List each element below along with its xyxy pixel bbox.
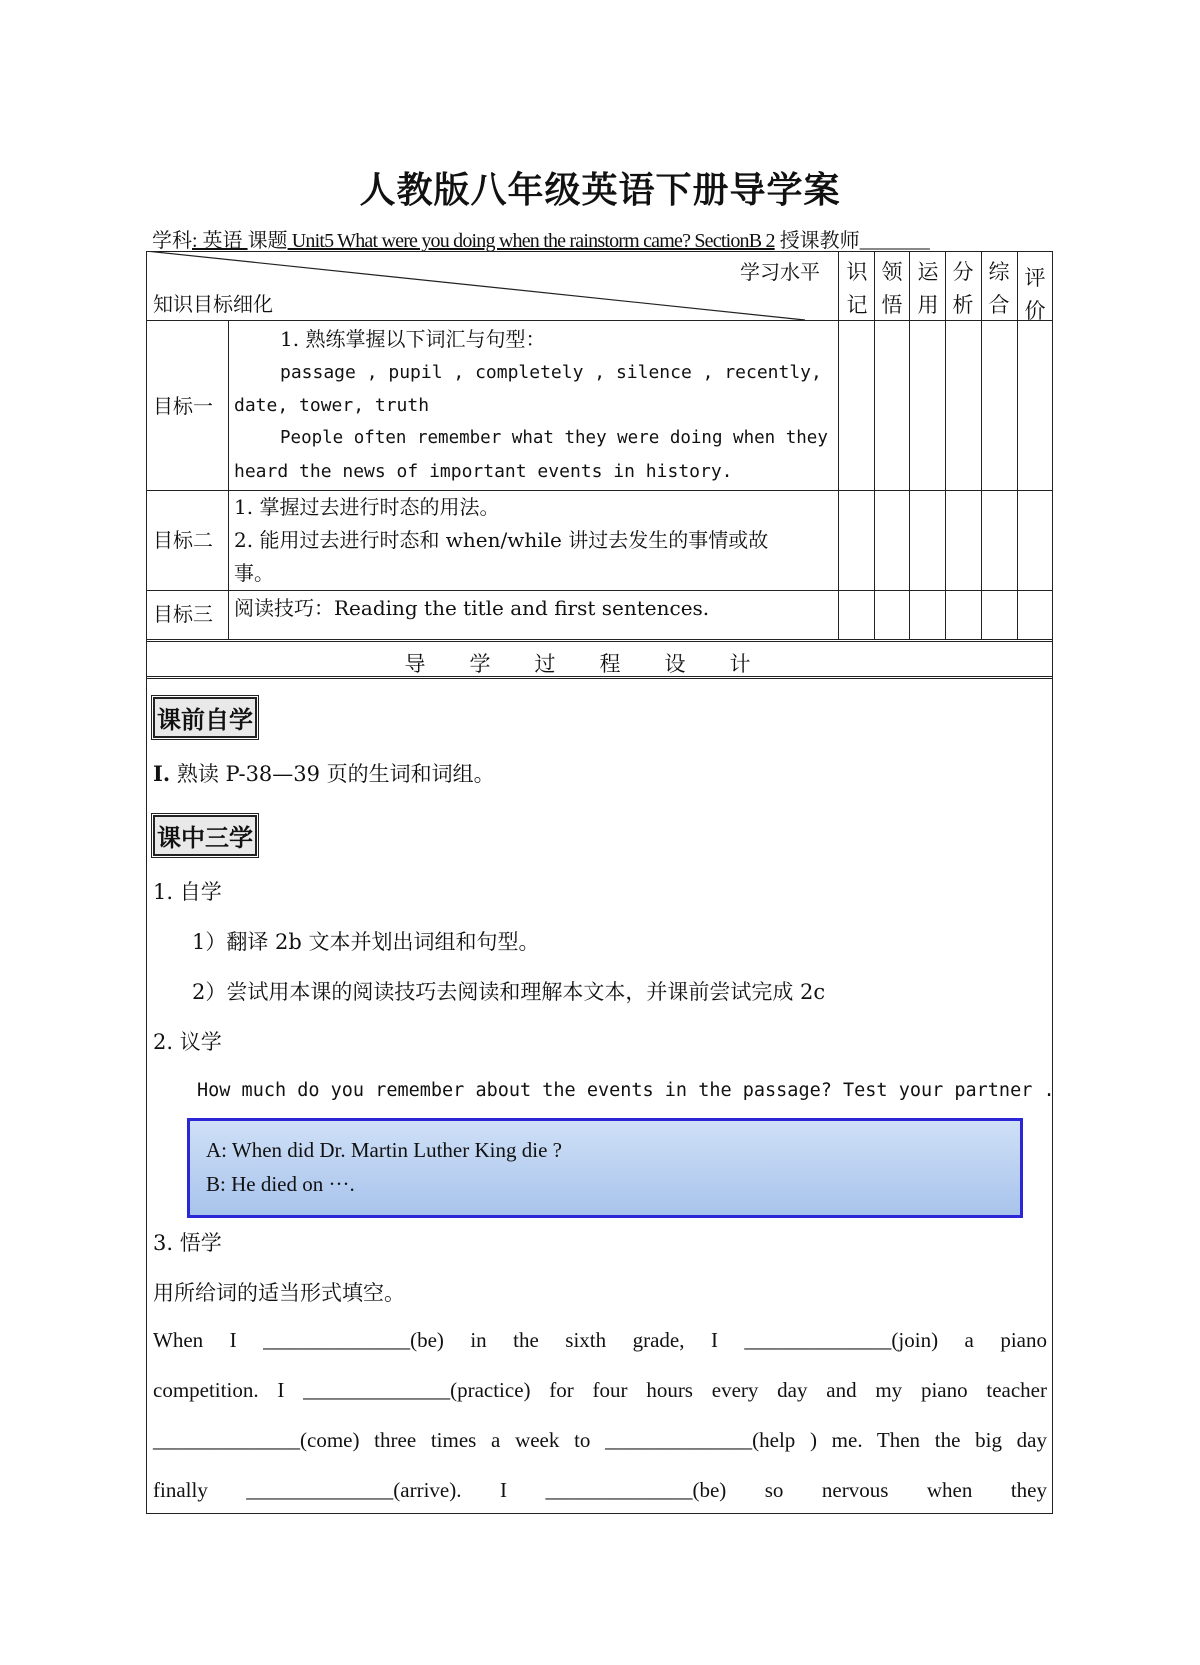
goal-label: 目标三	[153, 602, 213, 626]
level-apply: 运 用	[917, 260, 939, 317]
goal-content: 1. 熟练掌握以下词汇与句型： passage , pupil , completely , silence , recently, date, tower, truth People often remember what they were doing when they heard the news of important events in history.	[234, 327, 828, 482]
level-recall: 识 记	[846, 260, 868, 317]
discuss-heading: 2. 议学	[153, 1030, 222, 1054]
instruction-text: 用所给词的适当形式填空。	[153, 1281, 405, 1305]
section-heading-pre-study: 课前自学	[153, 697, 257, 738]
fill-blank-line: When I ______________(be) in the sixth grade, I ______________(join) a piano	[153, 1328, 1047, 1352]
pre-study-item: I. 熟读 P-38—39 页的生词和词组。	[153, 761, 495, 786]
goal-content: 阅读技巧：Reading the title and first sentences.	[234, 596, 710, 620]
level-comprehend: 领 悟	[881, 260, 903, 317]
col-divider	[909, 251, 910, 640]
dialog-box	[187, 1118, 1023, 1218]
row-divider	[146, 590, 1053, 591]
col-divider	[228, 320, 229, 640]
dialog-line: B: He died on ···.	[206, 1172, 355, 1196]
teacher-blank: _______	[859, 230, 930, 252]
self-study-item: 1）翻译 2b 文本并划出词组和句型。	[192, 930, 540, 954]
discuss-prompt: How much do you remember about the events in the passage? Test your partner .	[197, 1080, 1055, 1101]
self-study-item: 2）尝试用本课的阅读技巧去阅读和理解本文本，并课前尝试完成 2c	[192, 980, 826, 1004]
process-title: 导学过程设计	[404, 652, 795, 676]
page-title: 人教版八年级英语下册导学案	[359, 169, 841, 211]
understand-heading: 3. 悟学	[153, 1231, 222, 1255]
goal-label: 目标二	[153, 528, 213, 552]
goal-label: 目标一	[153, 394, 213, 418]
lesson-title: Unit5 What were you doing when the rainstorm came? SectionB 2	[287, 230, 775, 252]
fill-blank-line: competition. I ______________(practice) for four hours every day and my piano teacher	[153, 1378, 1047, 1402]
level-evaluate: 评 价	[1024, 266, 1046, 323]
header-knowledge-goals: 知识目标细化	[153, 292, 273, 316]
header-learning-level: 学习水平	[740, 260, 820, 284]
fill-blank-line: finally ______________(arrive). I ______________(be) so nervous when they	[153, 1478, 1047, 1502]
topic-label: 课题	[247, 230, 288, 252]
row-divider	[146, 639, 1053, 642]
subject-value: : 英语	[192, 230, 248, 252]
dialog-line: A: When did Dr. Martin Luther King die ?	[206, 1138, 562, 1162]
section-heading-in-class: 课中三学	[153, 815, 257, 856]
fill-blank-line: ______________(come) three times a week to ______________(help ) me. Then the big day	[153, 1428, 1047, 1452]
goal-content: 1. 掌握过去进行时态的用法。 2. 能用过去进行时态和 when/while 讲过去发生的事情或故 事。	[234, 495, 769, 585]
lesson-info-line	[152, 224, 1052, 253]
level-analyze: 分 析	[952, 260, 974, 317]
col-divider	[838, 251, 839, 640]
level-synthesize: 综 合	[988, 260, 1010, 317]
teacher-label: 授课教师	[779, 230, 860, 252]
subject-label: 学科	[152, 230, 192, 252]
self-study-heading: 1. 自学	[153, 880, 222, 904]
